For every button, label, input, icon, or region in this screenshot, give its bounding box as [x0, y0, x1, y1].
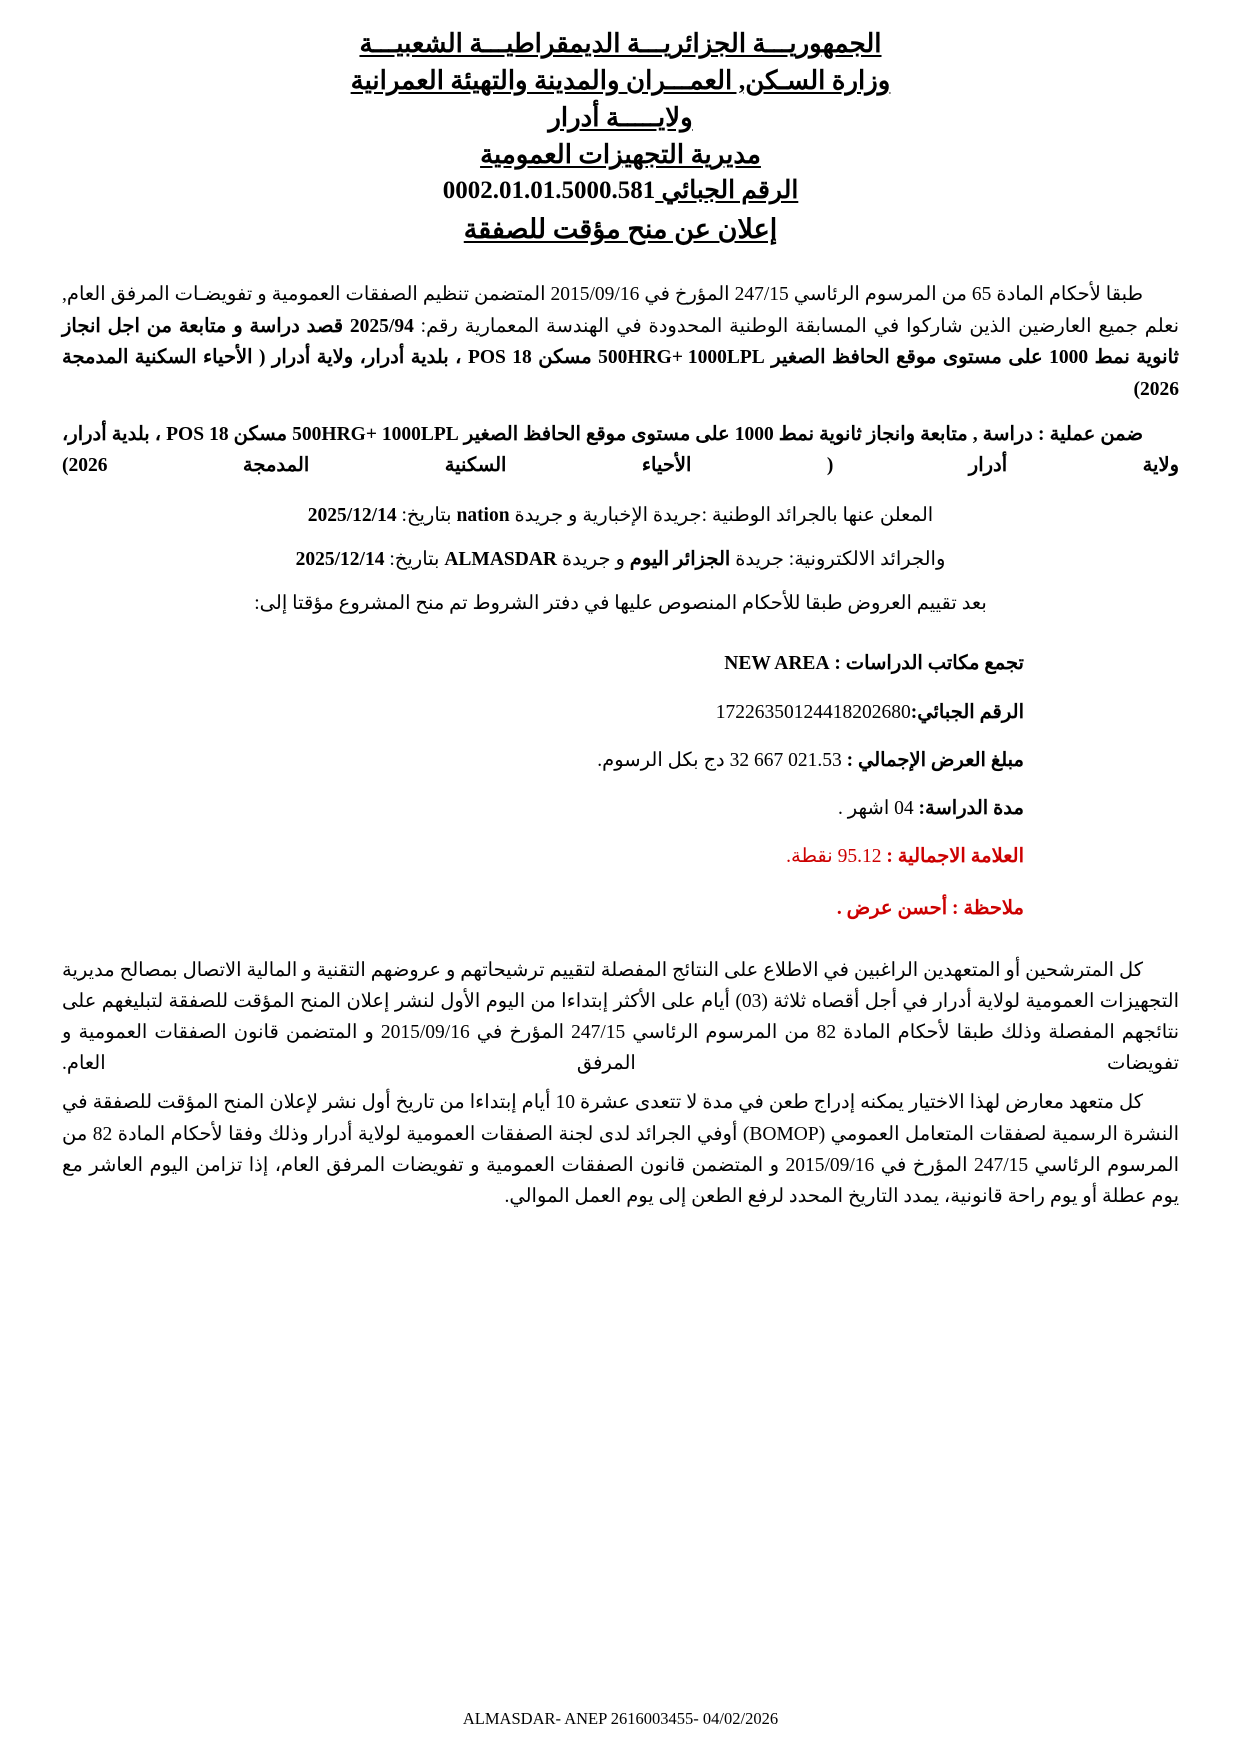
electronic-newspaper-two: ALMASDAR [444, 548, 558, 570]
award-score-row [62, 842, 1024, 872]
award-amount-label: مبلغ العرض الإجمالي : [846, 749, 1024, 771]
national-publication-prefix: المعلن عنها بالجرائد الوطنية :جريدة الإخبارية و جريدة [514, 504, 934, 526]
intro-paragraph [62, 279, 1179, 405]
award-duration-row [62, 794, 1024, 824]
evaluation-line: بعد تقييم العروض طبقا للأحكام المنصوص عليها في دفتر الشروط تم منح المشروع مؤقتا إلى: [254, 593, 987, 615]
award-duration-value: 04 اشهر . [837, 797, 914, 819]
legal-paragraph-2 [62, 1087, 1179, 1212]
legal-notices [62, 955, 1179, 1213]
electronic-conjunction: و جريدة [561, 548, 625, 570]
operation-suffix: مسكن POS 18 ، بلدية أدرار، ولاية أدرار ( الأحياء السكنية المدمجة 2026) [62, 423, 1179, 477]
award-tax-row [62, 698, 1024, 728]
competition-number: 2025/94 [349, 315, 414, 337]
operation-paragraph [62, 419, 1179, 482]
award-company-row [62, 649, 1024, 679]
electronic-date-label: بتاريخ: [389, 548, 440, 570]
document-header [62, 26, 1179, 249]
page-title: إعلان عن منح مؤقت للصفقة [463, 214, 778, 244]
national-newspaper-name: nation [456, 504, 510, 526]
national-publication-date: 2025/12/14 [307, 504, 397, 526]
award-amount-currency: دج بكل الرسوم. [597, 749, 725, 771]
electronic-newspaper-one: الجزائر اليوم [629, 548, 731, 570]
intro-text-part3: مسكن POS 18 ، بلدية أدرار، ولاية أدرار ( الأحياء السكنية المدمجة 2026) [62, 347, 1179, 400]
award-tax-label: الرقم الجبائي: [910, 701, 1024, 723]
legal-paragraph-1-text: كل المترشحين أو المتعهدين الراغبين في الاطلاع على النتائج المفصلة لتقييم ترشيحاتهم و عروضهم التقنية و المالية الاتصال بمصالح مديرية التجهيزات العمومية لولاية أدرار في أجل أقصاه ثلاثة (03) أيام على الأكثر إبتداءا من اليوم الأول لنشر إعلان المنح المؤقت للصفقة لتبليغهم على نتائجهم المفصلة وذلك طبقا لأحكام المادة 82 من المرسوم الرئاسي 247/15 المؤرخ في 2015/09/16 و المتضمن قانون الصفقات العمومية و تفويضات المرفق العام. [62, 959, 1180, 1075]
intro-text-part1: طبقا لأحكام المادة 65 من المرسوم الرئاسي 247/15 المؤرخ في 2015/09/16 المتضمن تنظيم الصفقات العمومية و تفويضـات المرفق العام, نعلم جميع العارضين الذين شاركوا في المسابقة الوطنية المحدودة في الهندسة المعمارية رقم: [62, 284, 1180, 337]
national-date-label: بتاريخ: [401, 504, 452, 526]
header-wilaya-line: ولايـــــة أدرار [548, 102, 693, 132]
header-tax-number-line [62, 174, 1179, 210]
document-body [62, 279, 1179, 1212]
intro-text-part2: قصد دراسة و متابعة من اجل انجاز ثانوية نمط 1000 على مستوى موقع الحافظ الصغير [62, 315, 1179, 369]
header-directorate-line: مديرية التجهيزات العمومية [480, 139, 761, 169]
award-note-label: ملاحظة : [952, 898, 1024, 920]
award-amount-row [62, 746, 1024, 776]
header-republic-line: الجمهوريـــة الجزائريـــة الديمقراطيـــة الشعبيـــة [359, 29, 882, 58]
national-publication-line [62, 500, 1179, 531]
document-footer: ALMASDAR- ANEP 2616003455- 04/02/2026 [462, 1709, 779, 1728]
award-duration-label: مدة الدراسة: [918, 797, 1024, 819]
project-code: 500HRG+ 1000LPL [598, 347, 765, 369]
award-score-unit: نقطة. [786, 846, 833, 868]
header-tax-value: 0002.01.01.5000.581 [442, 176, 656, 204]
award-company-value: NEW AREA [724, 653, 830, 675]
legal-paragraph-2-text: كل متعهد معارض لهذا الاختيار يمكنه إدراج طعن في مدة لا تتعدى عشرة 10 أيام إبتداءا من تاريخ أول نشر لإعلان المنح المؤقت للصفقة في النشرة الرسمية لصفقات المتعامل العمومي (BOMOP) أوفي الجرائد لدى لجنة الصفقات العمومية لولاية أدرار وذلك وفقا لأحكام المادة 82 من المرسوم الرئاسي 247/15 المؤرخ في 2015/09/16 و المتضمن قانون الصفقات العمومية و تفويضات المرفق العام، إذا تزامن اليوم العاشر مع يوم عطلة أو يوم راحة قانونية، يمدد التاريخ المحدد لرفع الطعن إلى يوم العمل الموالي. [62, 1092, 1180, 1207]
award-details-block [62, 649, 1179, 924]
electronic-publication-prefix: والجرائد الالكترونية: جريدة [735, 548, 946, 570]
award-company-label: تجمع مكاتب الدراسات : [834, 653, 1024, 675]
electronic-publication-line [62, 544, 1179, 575]
award-tax-value: 17226350124418202680 [715, 701, 911, 723]
legal-paragraph-1 [62, 955, 1179, 1080]
award-score-value: 95.12 [837, 846, 882, 868]
operation-prefix: ضمن عملية : دراسة , متابعة وانجاز ثانوية نمط 1000 على مستوى موقع الحافظ الصغير [463, 423, 1143, 445]
award-note-row [62, 894, 1024, 924]
award-amount-value: 32 667 021.53 [729, 749, 842, 771]
header-tax-label: الرقم الجبائي [661, 176, 799, 204]
header-ministry-line: وزارة السـكن, العمـــران والمدينة والتهيئة العمرانية [350, 65, 891, 95]
operation-code: 500HRG+ 1000LPL [292, 423, 459, 445]
award-score-label: العلامة الاجمالية : [886, 846, 1024, 868]
electronic-publication-date: 2025/12/14 [295, 548, 385, 570]
award-note-value: أحسن عرض . [836, 898, 948, 920]
